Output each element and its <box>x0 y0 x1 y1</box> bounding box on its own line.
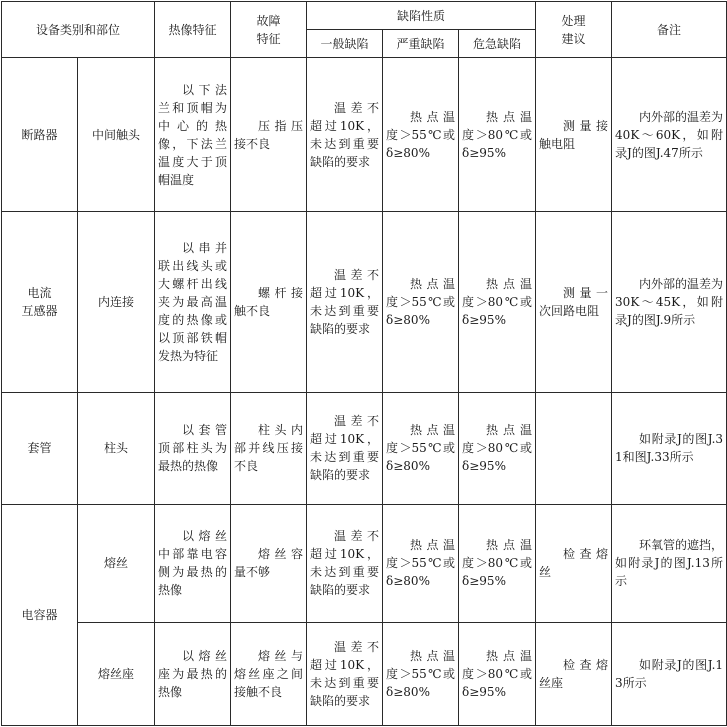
thermal-cell: 以套管顶部柱头为最热的热像 <box>155 392 231 504</box>
remark-cell: 环氧管的遮挡，如附录J的图J.13所示 <box>612 504 727 622</box>
header-action: 处理 建议 <box>536 2 612 58</box>
header-defect: 缺陷性质 <box>307 2 536 30</box>
fault-cell: 熔丝与熔丝座之间接触不良 <box>231 622 307 725</box>
action-cell: 测量接触电阻 <box>536 58 612 212</box>
serious-cell: 热点温度＞55℃或δ≥80% <box>383 504 459 622</box>
table-row <box>2 622 727 725</box>
header-thermal: 热像特征 <box>155 2 231 58</box>
remark-cell: 内外部的温差为40K～60K，如附录J的图J.47所示 <box>612 58 727 212</box>
action-cell <box>536 392 612 504</box>
category-cell: 电容器 <box>2 504 78 725</box>
category-cell: 断路器 <box>2 58 78 212</box>
header-remark: 备注 <box>612 2 727 58</box>
defect-table <box>1 1 727 726</box>
serious-cell: 热点温度＞55℃或δ≥80% <box>383 622 459 725</box>
general-cell: 温差不超过10K，未达到重要缺陷的要求 <box>307 622 383 725</box>
category-cell: 套管 <box>2 392 78 504</box>
header-serious: 严重缺陷 <box>383 30 459 58</box>
header-general: 一般缺陷 <box>307 30 383 58</box>
fault-cell: 螺杆接触不良 <box>231 212 307 392</box>
action-cell: 检查熔丝 <box>536 504 612 622</box>
table-row <box>2 504 727 622</box>
header-fault: 故障 特征 <box>231 2 307 58</box>
action-cell: 测量一次回路电阻 <box>536 212 612 392</box>
serious-cell: 热点温度＞55℃或δ≥80% <box>383 212 459 392</box>
header-critical: 危急缺陷 <box>459 30 536 58</box>
action-cell: 检查熔丝座 <box>536 622 612 725</box>
category-cell: 电流 互感器 <box>2 212 78 392</box>
critical-cell: 热点温度＞80℃或δ≥95% <box>459 58 536 212</box>
fault-cell: 压指压接不良 <box>231 58 307 212</box>
general-cell: 温差不超过10K，未达到重要缺陷的要求 <box>307 58 383 212</box>
general-cell: 温差不超过10K，未达到重要缺陷的要求 <box>307 504 383 622</box>
thermal-cell: 以熔丝座为最热的热像 <box>155 622 231 725</box>
critical-cell: 热点温度＞80℃或δ≥95% <box>459 622 536 725</box>
table-row <box>2 212 727 392</box>
part-cell: 内连接 <box>78 212 155 392</box>
table-row <box>2 392 727 504</box>
general-cell: 温差不超过10K，未达到重要缺陷的要求 <box>307 212 383 392</box>
critical-cell: 热点温度＞80℃或δ≥95% <box>459 212 536 392</box>
part-cell: 中间触头 <box>78 58 155 212</box>
part-cell: 柱头 <box>78 392 155 504</box>
part-cell: 熔丝座 <box>78 622 155 725</box>
remark-cell: 如附录J的图J.31和图J.33所示 <box>612 392 727 504</box>
serious-cell: 热点温度＞55℃或δ≥80% <box>383 58 459 212</box>
critical-cell: 热点温度＞80℃或δ≥95% <box>459 392 536 504</box>
fault-cell: 熔丝容量不够 <box>231 504 307 622</box>
remark-cell: 如附录J的图J.13所示 <box>612 622 727 725</box>
fault-cell: 柱头内部并线压接不良 <box>231 392 307 504</box>
remark-cell: 内外部的温差为30K～45K，如附录J的图J.9所示 <box>612 212 727 392</box>
thermal-cell: 以熔丝中部靠电容侧为最热的热像 <box>155 504 231 622</box>
critical-cell: 热点温度＞80℃或δ≥95% <box>459 504 536 622</box>
table-row <box>2 58 727 212</box>
general-cell: 温差不超过10K，未达到重要缺陷的要求 <box>307 392 383 504</box>
serious-cell: 热点温度＞55℃或δ≥80% <box>383 392 459 504</box>
part-cell: 熔丝 <box>78 504 155 622</box>
thermal-cell: 以串并联出线头或大螺杆出线夹为最高温度的热像或以顶部铁帽发热为特征 <box>155 212 231 392</box>
thermal-cell: 以下法兰和顶帽为中心的热像，下法兰温度大于顶帽温度 <box>155 58 231 212</box>
header-device: 设备类别和部位 <box>2 2 155 58</box>
